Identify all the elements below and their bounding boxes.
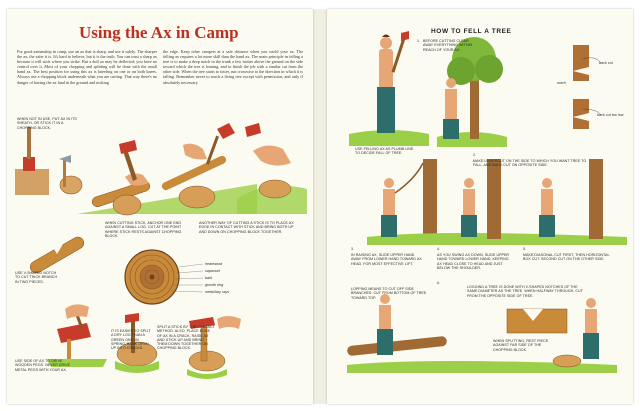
book-gutter <box>313 9 327 404</box>
right-page-illustrations <box>327 9 633 404</box>
caption-splitting: WHEN SPLITTING, REST PIECE AGAINST FAR SIDE OF THE CHOPPING BLOCK. <box>493 339 549 352</box>
caption-diagonal-cut: MAKE DIAGONAL CUT FIRST, THEN HORIZONTAL BOX CUT. SECOND CUT ON THE OTHER SIDE. <box>523 253 610 262</box>
driving-pegs-illustration <box>47 304 107 367</box>
caption-v-notch: USE V-SHAPED NOTCH TO CUT THICK BRANCH IN TWO PIECES. <box>15 271 58 284</box>
contact-method-illustration <box>237 123 307 214</box>
step-number-2: 2. <box>473 153 476 157</box>
caption-plumb-line: USE FELLING AX AS PLUMB LINE TO DECIDE FALL OF TREE. <box>355 147 414 156</box>
caption-swing-ax: AS YOU SWING AX DOWN, SLIDE UPPER HAND TOWARD LOWER HAND, KEEPING AX HEAD CLOSE TO HEAD AND JUST BELOW THE SHOULDER. <box>437 253 510 270</box>
label-bark: bark <box>205 276 213 280</box>
cutting-stick-illustration <box>77 123 257 215</box>
page-title: Using the Ax in Camp <box>79 23 239 42</box>
label-medullary-rays: medullary rays <box>205 290 230 294</box>
caption-sheath: WHEN NOT IN USE, PUT AX IN ITS SHEATH, OR STICK IT IN A CHOPPING BLOCK. <box>17 117 77 130</box>
caption-raising-ax: IN RAISING AX, SLIDE UPPER HAND AWAY FROM LOWER HAND TOWARD AX HEAD, FOR MOST EFFECTIVE LIFT. <box>351 253 422 266</box>
caption-logging: LOGGING A TREE IS DONE WITH V-SHAPED NOTCHES OF THE SAME DIAMETER AS THE TREE. WHEN HALFWAY THROUGH, CUT FROM THE OPPOSITE SIDE OF TREE. <box>467 285 583 298</box>
caption-clear-area: BEFORE CUTTING CLEAR AWAY EVERYTHING WITHIN REACH OF YOUR AX. <box>423 39 473 52</box>
caption-split-stick: SPLIT A STICK BY THE CONTACT METHOD. ALSO, PLACE EDGE OF AX IN A CRACK, RAISE AX AND STICK UP AND BRING THEM DOWN TOGETHER ON CHOPPING BLOCK. <box>157 325 215 351</box>
caption-lopping: LOPPING MEANS TO CUT OFF SIDE BRANCHES. CUT FROM BOTTOM OF TREE TOWARD TOP. <box>351 287 427 300</box>
label-back-cut: back cut <box>599 61 613 65</box>
caption-undercut: MAKE UNDERCUT ON THE SIDE TO WHICH YOU WANT TREE TO FALL, AND BACK CUT ON OPPOSITE SIDE. <box>473 159 587 168</box>
label-notch: notch <box>557 81 567 85</box>
ax-in-block-illustration <box>15 127 82 195</box>
right-page <box>327 9 633 404</box>
fell-tree-heading: HOW TO FELL A TREE <box>431 28 512 35</box>
label-back-cut-too-low: back cut too low <box>597 113 624 117</box>
caption-tent-pegs: USE SIDE OF AX TO DRIVE WOODEN PEGS. NEVER DRIVE METAL PEGS WITH YOUR AX. <box>15 359 71 372</box>
label-heartwood: heartwood <box>205 262 223 266</box>
step-number-5: 5. <box>523 247 526 251</box>
tree-cross-section <box>125 250 203 304</box>
left-page <box>7 9 313 404</box>
caption-anchor-stick: WHEN CUTTING STICK, ANCHOR ONE END AGAINST A SMALL LOG, CUT AT THE POINT WHERE STICK RESTS AGAINST CHOPPING BLOCK. <box>105 221 182 238</box>
label-growth-ring: growth ring <box>205 283 224 287</box>
plumb-line-tree-illustration <box>437 37 507 147</box>
intro-text-column-1: For good axmanship in camp, use an ax that is sharp, and use it safely. The sharper the ax, the safer it is. It's hard to believe, but it is the truth. You can trust a sharp ax because it will stick where you strike. But a dull ax may be deflected; you have no control over it. Most of your chopping and splitting will be done with the small hand ax. The best position for using this ax is kneeling on one or on both knees. Always use a chopping block underneath what you are cutting. That way there's no danger of having the ax land in the ground and nicking <box>17 49 157 85</box>
caption-contact-method: ANOTHER WAY OF CUTTING A STICK IS TO PLACE AX EDGE IN CONTACT WITH STICK AND BRING BOTH UP AND DOWN ON CHOPPING BLOCK TOGETHER. <box>199 221 294 234</box>
caption-split-log: IT IS EASIER TO SPLIT A DRY LOG THAN A GREEN ONE. IN SPRING, BARK OPEN UP INTO CRACKS. <box>111 329 151 351</box>
step-number-1: 1. <box>417 39 420 43</box>
intro-text-column-2: the edge. Keep other campers at a safe distance when you wield your ax. The felling ax requires a lot more skill than the hand ax. The main principle in felling a tree is to make a deep notch in the trunk a few inches above the ground on the side toward which the tree is leaning, and to finish the job with a similar cut from the other side. When the tree starts to totter, run crosswise to the direction in which it is falling. Remember never to touch a living tree except with permission, and only if absolutely necessary. <box>163 49 304 85</box>
lopping-logging-splitting-illustration <box>347 294 617 373</box>
step-number-6: 6. <box>437 281 440 285</box>
label-sapwood: sapwood <box>205 269 220 273</box>
v-notch-illustration <box>28 235 86 275</box>
step-number-3: 3. <box>351 247 354 251</box>
undercut-sequence-illustration <box>367 159 627 245</box>
clearing-illustration <box>349 31 429 146</box>
step-number-4: 4. <box>437 247 440 251</box>
